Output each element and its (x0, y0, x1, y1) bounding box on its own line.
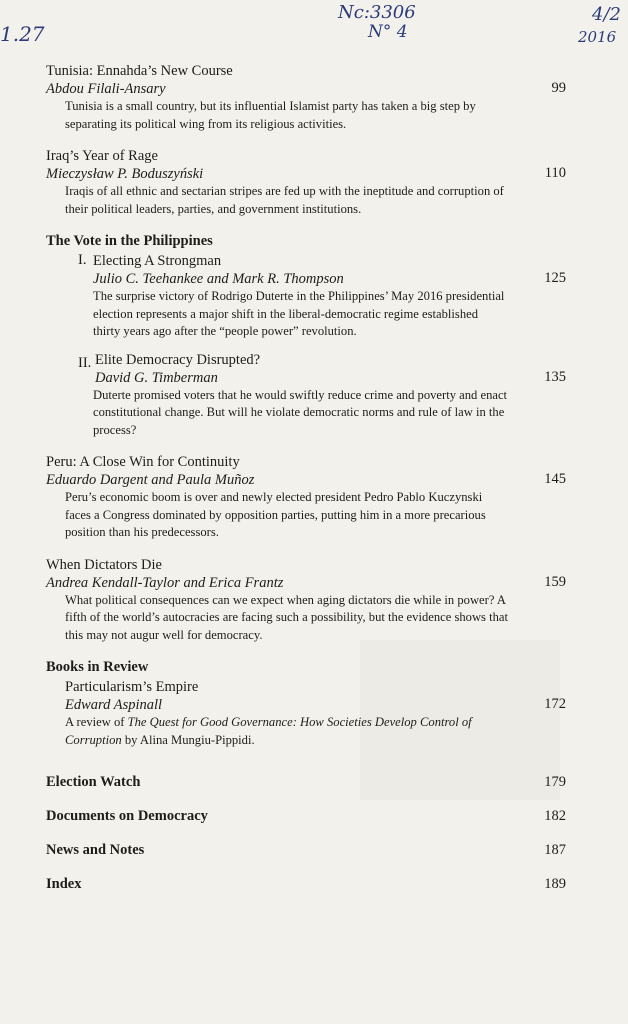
sub-entry (78, 351, 566, 440)
review-author: Edward Aspinall (65, 697, 163, 713)
article-title: Electing A Strongman (93, 253, 222, 269)
review-desc-suffix: by Alina Mungiu-Pippidi. (121, 732, 255, 747)
article-author: Andrea Kendall-Taylor and Erica Frantz (46, 574, 284, 591)
page-number: 99 (551, 80, 566, 96)
page-number: 159 (544, 573, 566, 590)
page-number: 135 (544, 368, 566, 385)
article-title: When Dictators Die (46, 556, 162, 573)
page-number: 145 (544, 471, 566, 487)
toc-entry (46, 147, 566, 218)
article-description: Duterte promised voters that he would swiftly reduce crime and poverty and enact constitutional change. But will he violate democratic norms and rule of law in the process? (93, 387, 508, 437)
article-description: Tunisia is a small country, but its influential Islamist party has taken a big step by separating its political wing from its religious activities. (65, 99, 476, 131)
article-description: The surprise victory of Rodrigo Duterte in the Philippines’ May 2016 presidential election represents a major shift in the liberal-democratic regime established thirty years ago after the “people power” revolution. (93, 289, 505, 338)
sub-entry (65, 678, 566, 749)
article-author: Eduardo Dargent and Paula Muñoz (46, 472, 255, 488)
philippines-section (46, 232, 566, 439)
back-matter-entry (46, 807, 566, 825)
page-number: 187 (544, 842, 566, 858)
page-number: 125 (544, 270, 566, 286)
back-matter-title: Documents on Democracy (46, 808, 208, 824)
article-author: Abdou Filali-Ansary (46, 81, 166, 97)
table-of-contents (46, 62, 566, 909)
back-matter-entry (46, 875, 566, 893)
article-description: What political consequences can we expect when aging dictators die while in power? A fifth of the world’s autocracies are facing such a possibility, but the evidence shows that this may not augur well for democracy. (65, 592, 508, 642)
handwritten-catalog-number: Nc:3306 (338, 2, 416, 23)
section-title: The Vote in the Philippines (46, 233, 213, 249)
handwritten-issue-number: N° 4 (368, 22, 408, 42)
back-matter-entry (46, 773, 566, 791)
review-title: Particularism’s Empire (65, 679, 199, 695)
handwritten-date-line2: 2016 (578, 28, 617, 46)
article-author: Mieczysław P. Boduszyński (46, 166, 204, 182)
toc-entry (46, 453, 566, 542)
page-number: 110 (544, 165, 566, 181)
toc-entry (46, 62, 566, 133)
toc-entry (46, 556, 566, 645)
article-title: Elite Democracy Disrupted? (95, 351, 261, 368)
back-matter-title: Election Watch (46, 774, 141, 790)
roman-numeral: II. (78, 354, 92, 371)
article-title: Iraq’s Year of Rage (46, 148, 158, 164)
back-matter-title: News and Notes (46, 842, 145, 858)
section-title: Books in Review (46, 659, 149, 675)
books-in-review-section (46, 658, 566, 749)
page-number: 189 (544, 876, 566, 892)
handwritten-date-line1: 4/2 (592, 4, 621, 25)
article-author: Julio C. Teehankee and Mark R. Thompson (93, 271, 344, 287)
back-matter-entry (46, 841, 566, 859)
reviewed-book-title: The Quest for Good Governance: How Societies Develop Control of Corruption (65, 715, 472, 747)
review-desc-prefix: A review of (65, 715, 128, 729)
article-title: Tunisia: Ennahda’s New Course (46, 63, 233, 79)
handwritten-note-left: 1.27 (0, 22, 45, 46)
page-number: 182 (544, 808, 566, 824)
article-description: Peru’s economic boom is over and newly elected president Pedro Pablo Kuczynski faces a Congress dominated by opposition parties, putting him in a more precarious position than his predecessors. (65, 490, 486, 539)
article-title: Peru: A Close Win for Continuity (46, 454, 240, 470)
sub-entry (78, 252, 566, 341)
review-description (65, 714, 505, 749)
page-number: 179 (544, 774, 566, 790)
article-author: David G. Timberman (95, 369, 218, 386)
article-description: Iraqis of all ethnic and sectarian stripes are fed up with the ineptitude and corruption of their political leaders, parties, and government institutions. (65, 184, 504, 216)
back-matter-title: Index (46, 876, 82, 892)
roman-numeral: I. (78, 252, 87, 268)
page-number: 172 (544, 696, 566, 712)
